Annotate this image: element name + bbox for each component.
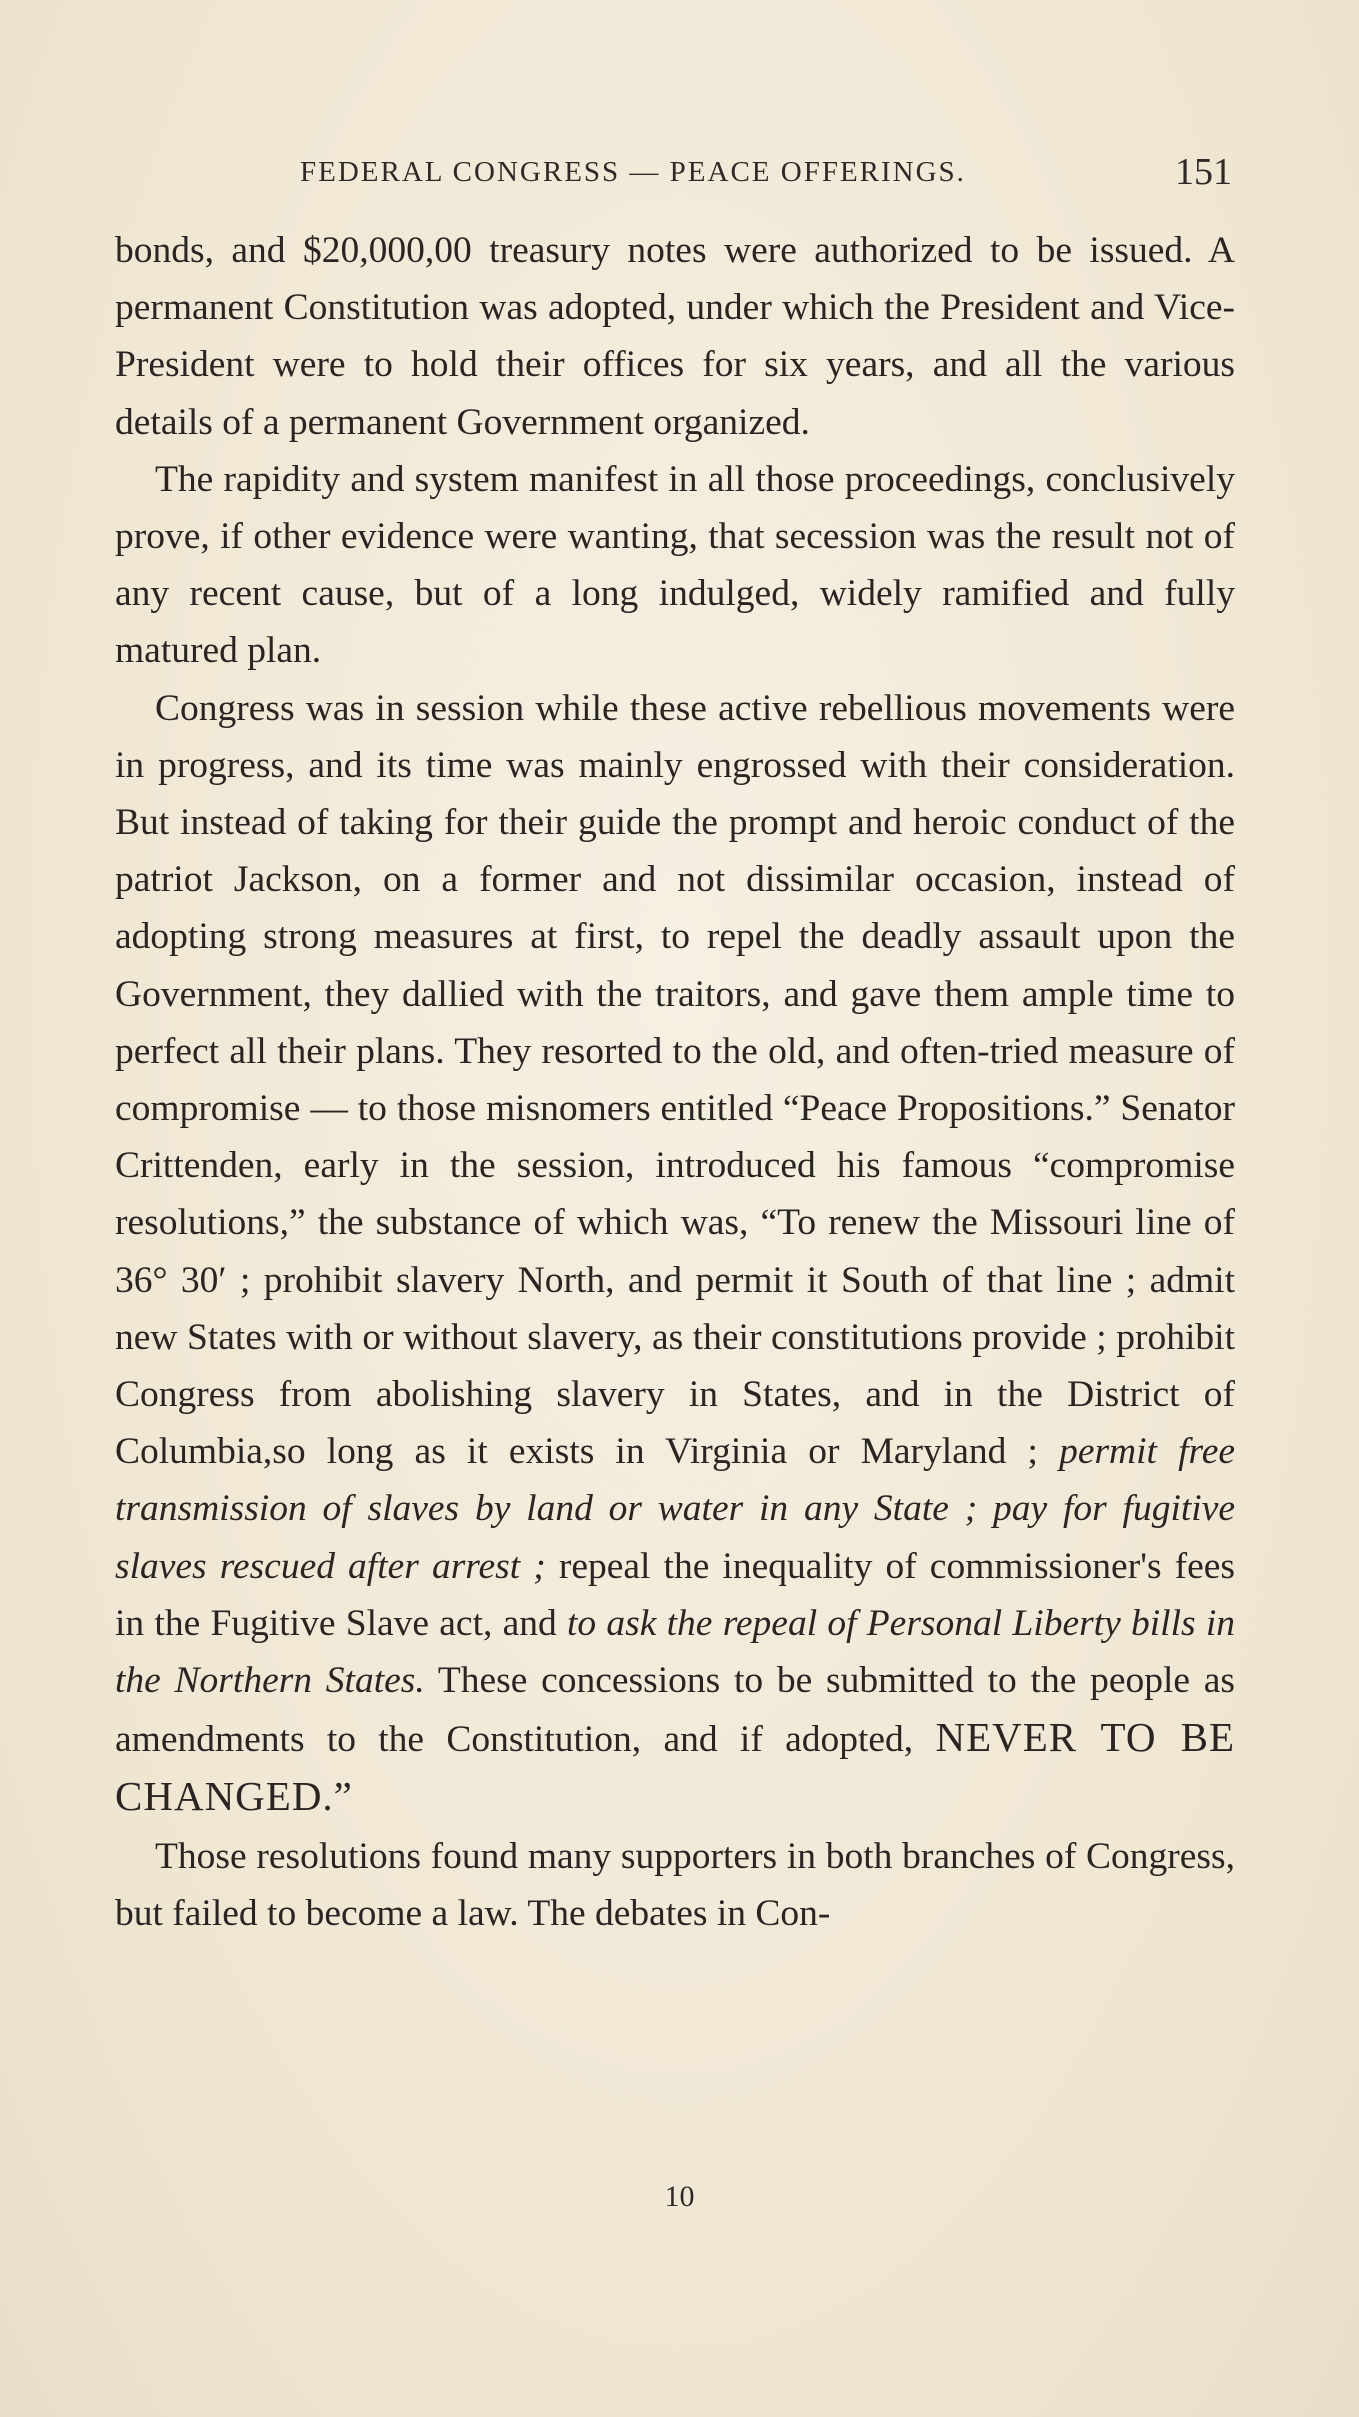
paragraph-3-italic-a: permit free transmission of slaves by land or water in any State ; pay for fugitive slaves rescued after arrest ; (115, 1431, 1236, 1587)
body-text (115, 222, 1235, 1942)
paragraph-1: bonds, and $20,000,00 treasury notes were authorized to be issued. A permanent Constitution was adopted, under which the President and Vice-President were to hold their offices for six years, and all the various details of a permanent Government organized. (115, 230, 1235, 443)
signature-mark: 10 (664, 2180, 695, 2213)
paragraph-3-text-c: These concessions to be submitted to the people as amendments to the Constitution, and if adopted, (115, 1660, 1235, 1761)
paragraph-3-caps: NEVER TO BE CHANGED.” (115, 1714, 1236, 1820)
running-head (300, 150, 1232, 200)
paragraph-3-text-a: Congress was in session while these active rebellious movements were in progress, and its time was mainly engrossed with their consideration. But instead of taking for their guide the prompt and heroic conduct of the patriot Jackson, on a former and not dissimilar occasion, instead of adopting strong measures at first, to repel the deadly assault upon the Government, they dallied with the traitors, and gave them ample time to perfect all their plans. They resorted to the old, and often-tried measure of compromise — to those misnomers entitled “Peace Propositions.” Senator Crittenden, early in the session, introduced his famous “compromise resolutions,” the substance of which was, “To renew the Missouri line of 36° 30′ ; prohibit slavery North, and permit it South of that line ; admit new States with or without slavery, as their constitutions provide ; prohibit Congress from abolishing slavery in States, and in the District of Columbia,so long as it exists in Virginia or Maryland ; (115, 687, 1235, 1473)
paragraph-3-text-b: repeal the inequality of commissioner's fees in the Fugitive Slave act, and (115, 1545, 1236, 1644)
page-number: 151 (1175, 151, 1232, 193)
running-title: FEDERAL CONGRESS — PEACE OFFERINGS. (300, 156, 966, 188)
paragraph-3 (115, 680, 1235, 1828)
paragraph-3-italic-b: to ask the repeal of Personal Liberty bills in the Northern States. (115, 1602, 1235, 1702)
paragraph-4: Those resolutions found many supporters in both branches of Congress, but failed to become a law. The debates in Con- (115, 1835, 1235, 1934)
paragraph-2: The rapidity and system manifest in all those proceedings, conclusively prove, if other evidence were wanting, that secession was the result not of any recent cause, but of a long indulged, widely ramified and fully matured plan. (115, 458, 1235, 672)
